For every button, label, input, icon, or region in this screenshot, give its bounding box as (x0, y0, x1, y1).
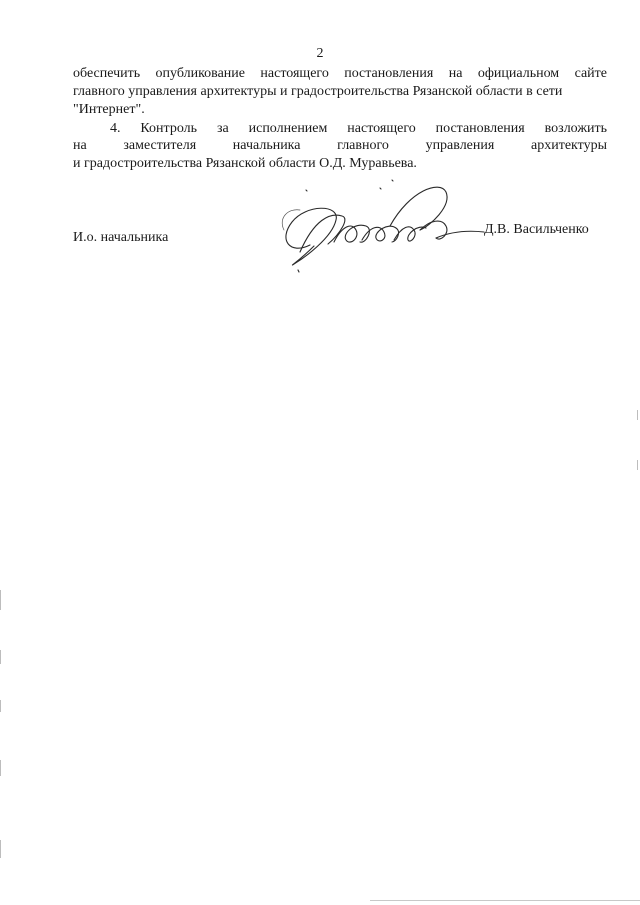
body-text-line: обеспечить опубликование настоящего постановления на официальном сайте (73, 66, 607, 81)
scan-edge-mark (0, 760, 1, 776)
handwritten-signature (270, 160, 490, 290)
scan-edge-mark (0, 700, 1, 712)
signatory-title: И.о. начальника (73, 230, 169, 245)
body-text-line: на заместителя начальника главного управления архитектуры (73, 138, 607, 153)
scan-edge-mark (0, 840, 1, 858)
signatory-name: Д.В. Васильченко (484, 222, 589, 237)
paragraph-4-first-line: 4. Контроль за исполнением настоящего постановления возложить (110, 121, 607, 136)
page-number: 2 (316, 46, 324, 61)
scan-edge-mark (0, 650, 1, 664)
scan-bottom-edge (370, 900, 640, 901)
scan-edge-mark (637, 410, 638, 420)
body-text-line: главного управления архитектуры и градостроительства Рязанской области в сети (73, 84, 563, 99)
body-text-line: "Интернет". (73, 102, 145, 117)
body-text-line: и градостроительства Рязанской области О.Д. Муравьева. (73, 156, 417, 171)
scan-edge-mark (0, 590, 1, 610)
scan-edge-mark (637, 460, 638, 470)
